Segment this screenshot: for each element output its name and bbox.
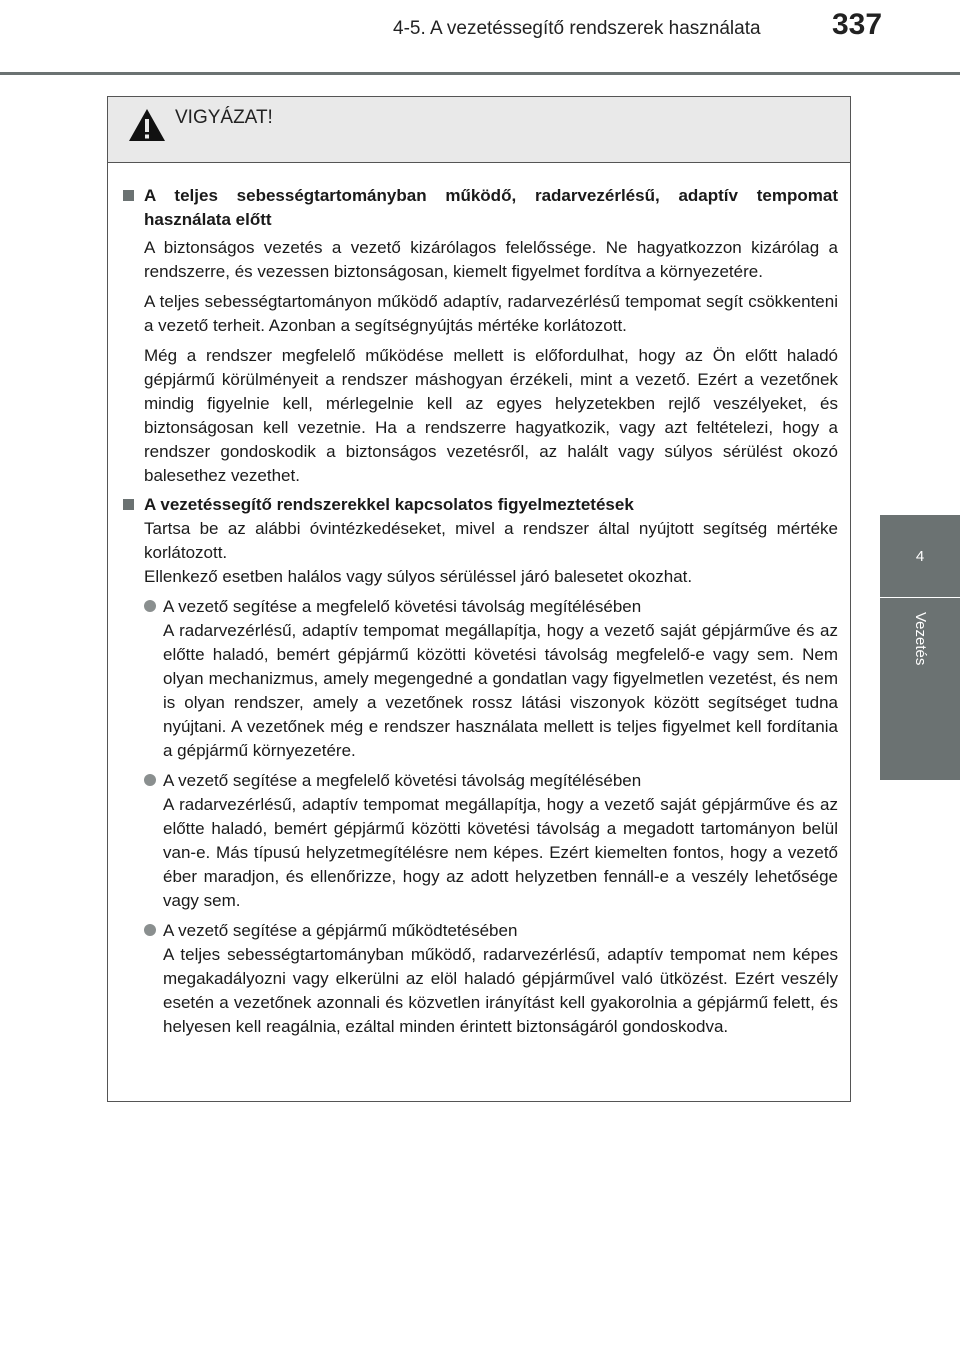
section-title: A vezetéssegítő rendszerekkel kapcsolatos figyelmeztetések [144,495,634,514]
page-number: 337 [832,8,883,41]
caution-title: VIGYÁZAT! [175,107,273,128]
section-before-use [120,184,838,488]
bullet-text: A radarvezérlésű, adaptív tempomat megállapítja, hogy a vezető saját gépjárműve és az előtte haladó, bemért gépjármű közötti követési távolság megfelelő-e vagy sem. Nem olyan mechanizmus, amely megengedné a gondatlan vagy figyelmetlen vezetést, és nem is olyan rendszer, amely a vezetőnek rossz látási viszonyok között segítséget tudna nyújtani. A vezetőnek még e rendszer használata mellett is teljes figyelmet kell fordítania a gépjármű környezetére. [163,621,838,760]
section-title: A teljes sebességtartományban működő, radarvezérlésű, adaptív tempomat használata előtt [144,186,838,229]
caution-header [108,97,850,163]
chapter-label-tab [880,598,960,780]
list-item [120,595,838,763]
paragraph: Ellenkező esetben halálos vagy súlyos sérüléssel járó balesetet okozhat. [144,567,693,586]
chapter-number: 4 [915,547,925,565]
header-divider [0,72,960,75]
section-marker [123,190,134,201]
bullet-text: A teljes sebességtartományban működő, radarvezérlésű, adaptív tempomat nem képes megakadályozni vagy elkerülni az elöl haladó gépjárművel való ütközést. Ezért veszély esetén a vezetőnek azonnali és közvetlen irányítást kell gyakorolnia a gépjármű felett, és helyesen kell reagálnia, ezáltal minden érintett biztonságáról gondoskodva. [163,945,838,1036]
bullet-dot [144,924,156,936]
bullet-text: A radarvezérlésű, adaptív tempomat megállapítja, hogy a vezető saját gépjárműve és az előtte haladó, bemért gépjármű közötti követési távolság a megadott tartományon belül van-e. Más típusú helyzetmegítélésre nem képes. Ezért kiemelten fontos, hogy a vezető éber maradjon, és ellenőrizze, hogy az adott helyzetben fennáll-e a veszély lehetősége vagy sem. [163,795,838,910]
chapter-label: Vezetés [912,612,929,666]
bullet-heading: A vezető segítése a gépjármű működtetésében [163,921,518,940]
bullet-dot [144,774,156,786]
list-item [120,919,838,1039]
paragraph: Tartsa be az alábbi óvintézkedéseket, mivel a rendszer által nyújtott segítség mértéke korlátozott. [144,519,838,562]
paragraph: A teljes sebességtartományon működő adaptív, radarvezérlésű tempomat segít csökkenteni a vezető terheit. Azonban a segítségnyújtás mértéke korlátozott. [144,292,838,335]
section-marker [123,499,134,510]
bullet-heading: A vezető segítése a megfelelő követési távolság megítélésében [163,771,642,790]
warning-triangle-icon [128,108,166,142]
bullet-heading: A vezető segítése a megfelelő követési távolság megítélésében [163,597,642,616]
section-warnings [120,493,838,1039]
list-item [120,769,838,913]
caution-body [108,163,850,1039]
caution-box [107,96,851,1102]
paragraph: Még a rendszer megfelelő működése mellett is előfordulhat, hogy az Ön előtt haladó gépjármű körülményeit a rendszer máshogyan érzékeli, mint a vezető. Ezért a vezetőnek mindig figyelnie kell, mérlegelnie kell az egyes helyzetekben rejlő veszélyeket, és biztonságosan kell vezetnie. Ha a rendszerre hagyatkozik, vagy azt feltételezi, hogy a rendszer gondoskodik a biztonságos vezetésről, az halált vagy súlyos sérülést okozó balesethez vezethet. [144,346,838,485]
bullet-dot [144,600,156,612]
chapter-tab[interactable] [880,515,960,597]
paragraph: A biztonságos vezetés a vezető kizárólagos felelőssége. Ne hagyatkozzon kizárólag a rendszerre, és vezessen biztonságosan, kiemelt figyelmet fordítva a környezetére. [144,238,838,281]
page-header-title: 4-5. A vezetéssegítő rendszerek használata [393,18,761,39]
